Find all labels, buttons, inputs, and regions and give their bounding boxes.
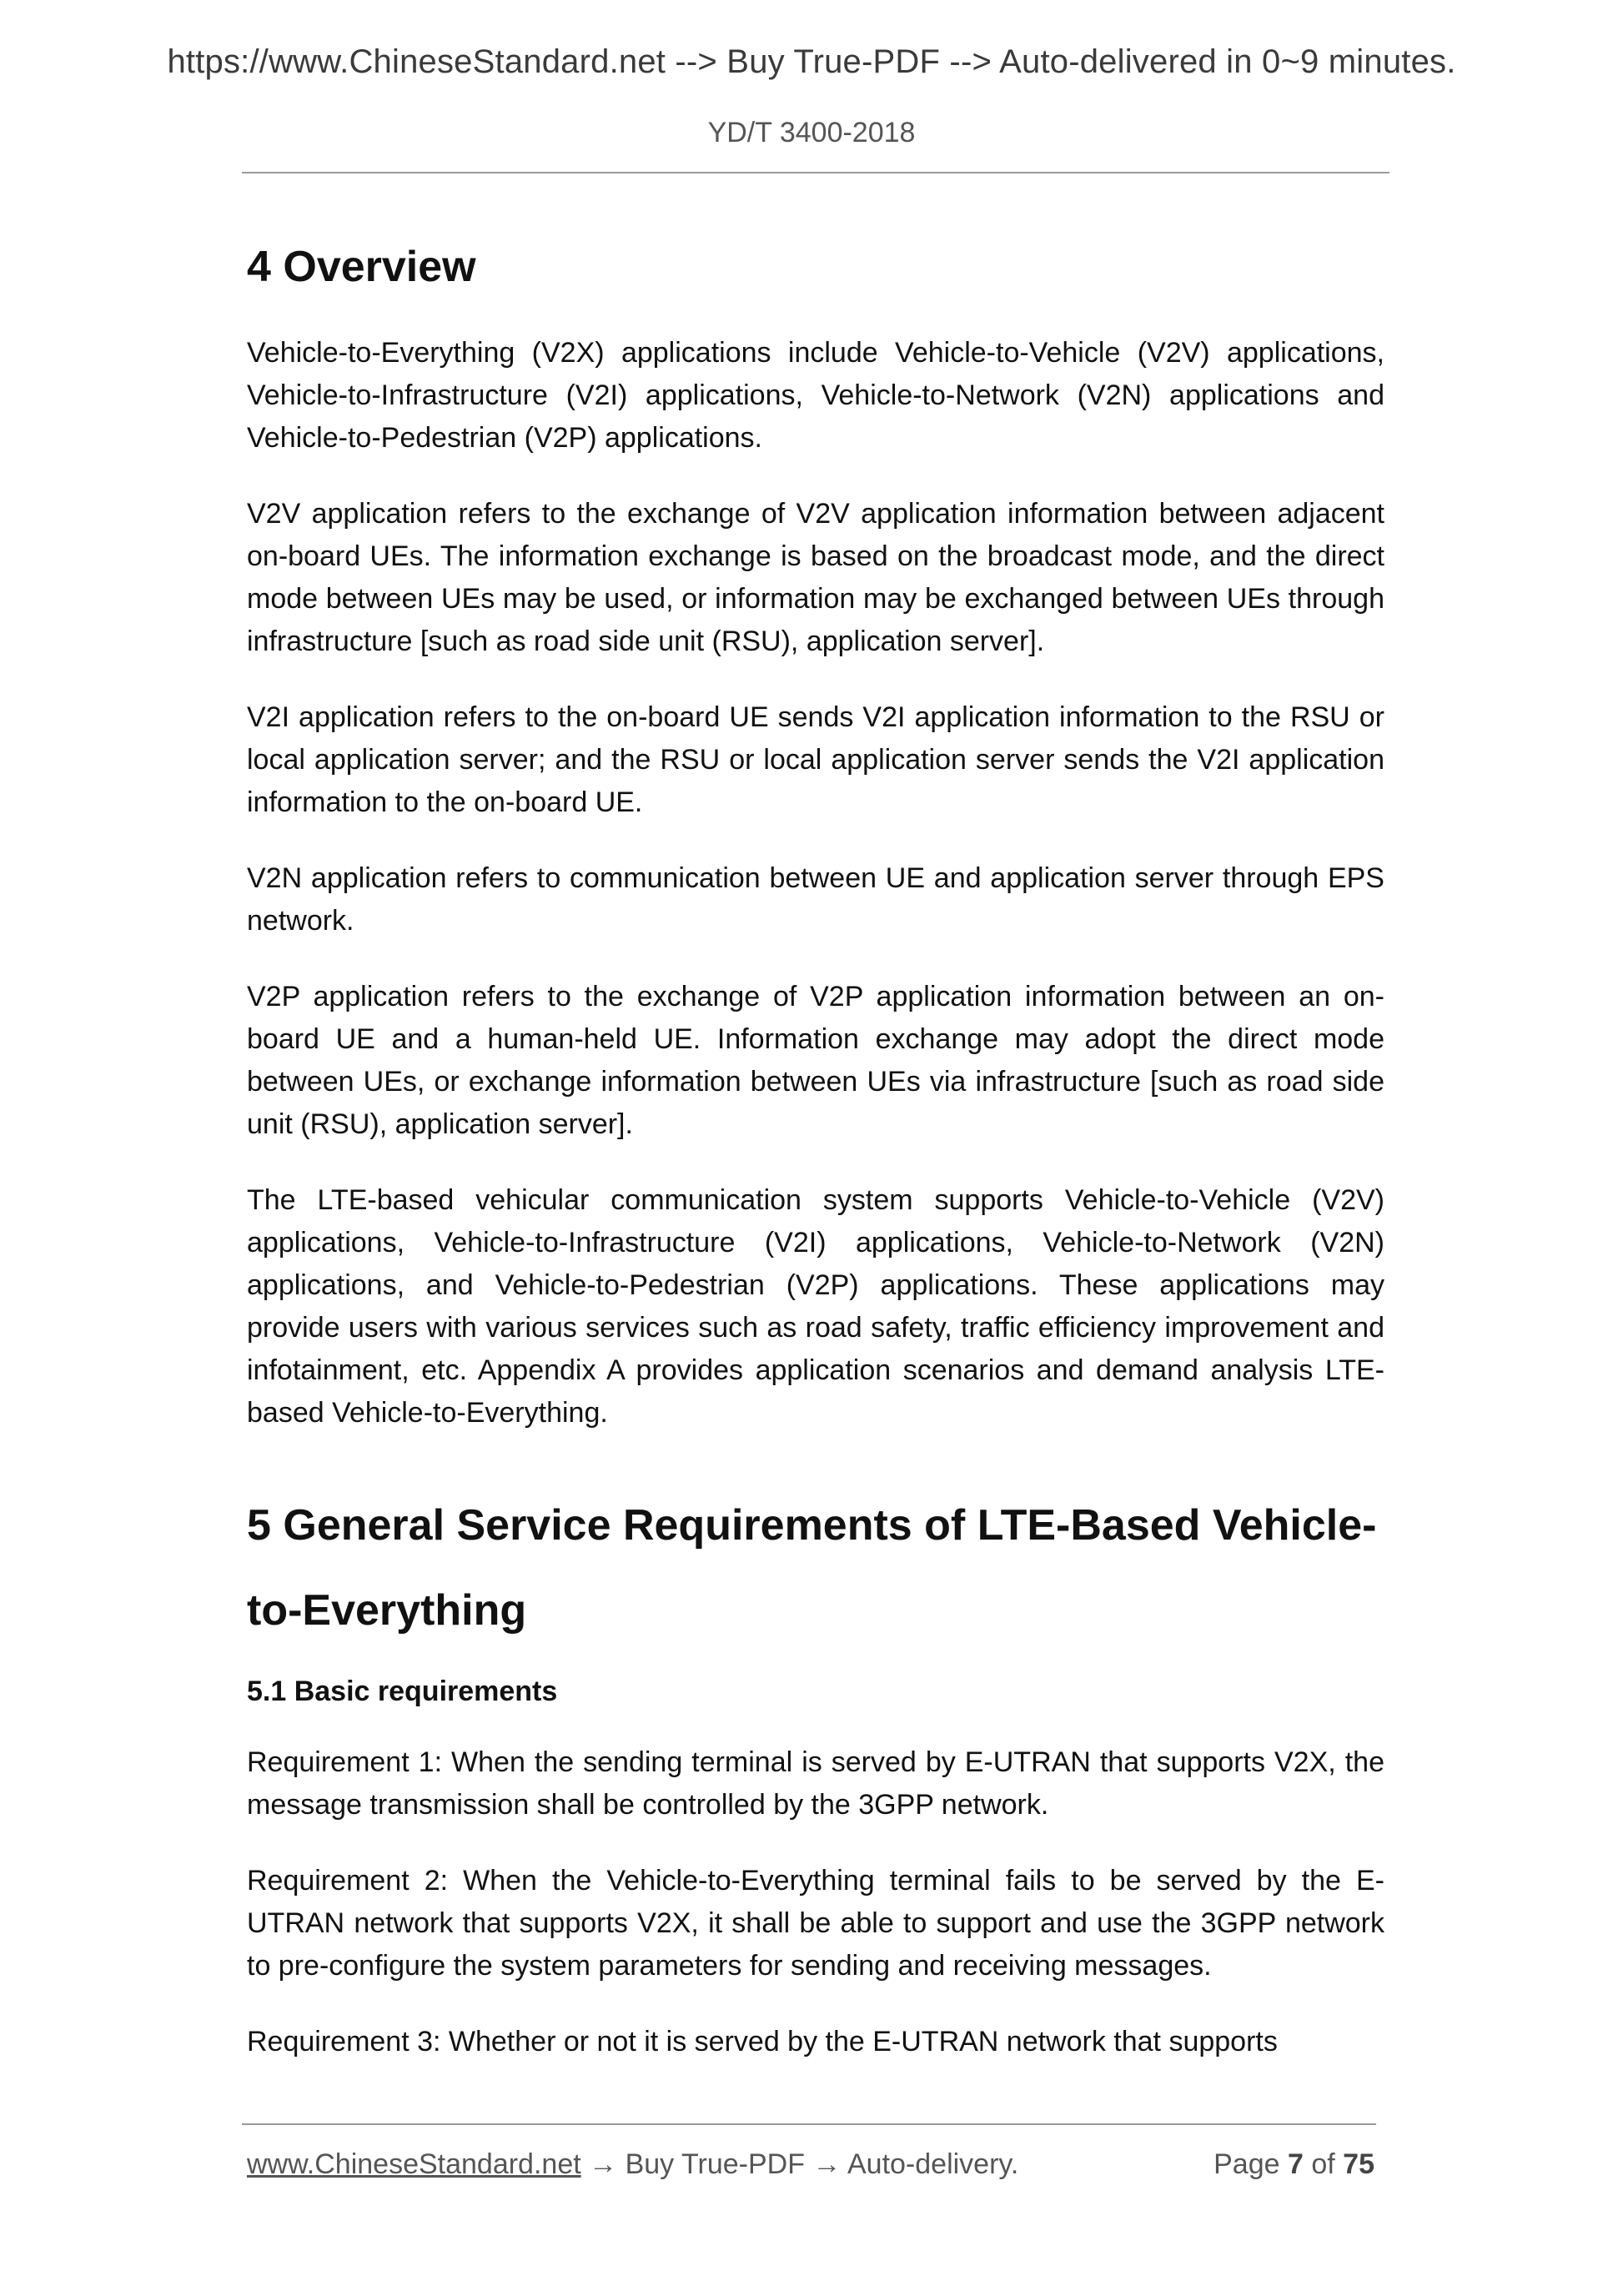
of-label: of	[1311, 2148, 1335, 2180]
page-content	[247, 235, 1384, 2063]
footer-tagline: → Buy True-PDF → Auto-delivery.	[580, 2148, 1019, 2180]
footer-left	[247, 2148, 1018, 2181]
section-5-heading-line-1: 5 General Service Requirements of LTE-Based Vehicle-	[247, 1501, 1377, 1550]
page-number: 7	[1287, 2148, 1304, 2180]
site-link[interactable]: www.ChineseStandard.net	[247, 2148, 581, 2180]
total-pages: 75	[1343, 2148, 1374, 2180]
section-4-heading: 4 Overview	[247, 243, 476, 291]
page-footer	[247, 2148, 1374, 2181]
page-indicator	[1213, 2148, 1374, 2181]
section-5-heading	[247, 1483, 1384, 1653]
requirement-3: Requirement 3: Whether or not it is served by the E-UTRAN network that supports	[247, 2026, 1278, 2057]
overview-paragraph-1: Vehicle-to-Everything (V2X) applications include Vehicle-to-Vehicle (V2V) applications, Vehicle-to-Infrastructure (V2I) applications, Vehicle-to-Network (V2N) applications and Vehicle-to-Pedestrian (V2P) applications.	[247, 337, 1384, 454]
document-code: YD/T 3400-2018	[707, 117, 916, 148]
subsection-5-1-heading: 5.1 Basic requirements	[247, 1676, 558, 1707]
overview-paragraph-5: V2P application refers to the exchange of V2P application information between an on-board UE and a human-held UE. Information exchange may adopt the direct mode between UEs, or exchange information between UEs via infrastructure [such as road side unit (RSU), application server].	[247, 981, 1384, 1140]
overview-paragraph-6: The LTE-based vehicular communication system supports Vehicle-to-Vehicle (V2V) applications, Vehicle-to-Infrastructure (V2I) applications, Vehicle-to-Network (V2N) applications, and Vehicle-to-Pedestrian (V2P) applications. These applications may provide users with various services such as road safety, traffic efficiency improvement and infotainment, etc. Appendix A provides application scenarios and demand analysis LTE-based Vehicle-to-Everything.	[247, 1184, 1384, 1429]
source-banner: https://www.ChineseStandard.net --> Buy True-PDF --> Auto-delivered in 0~9 minutes.	[167, 43, 1456, 80]
overview-paragraph-4: V2N application refers to communication between UE and application server through EPS network.	[247, 862, 1384, 937]
page-label: Page	[1213, 2148, 1280, 2180]
section-5-heading-line-2: to-Everything	[247, 1586, 527, 1635]
requirement-1: Requirement 1: When the sending terminal is served by E-UTRAN that supports V2X, the message transmission shall be controlled by the 3GPP network.	[247, 1746, 1384, 1821]
overview-paragraph-3: V2I application refers to the on-board UE sends V2I application information to the RSU or local application server; and the RSU or local application server sends the V2I application information to the on-board UE.	[247, 701, 1384, 818]
header-divider	[242, 172, 1389, 173]
overview-paragraph-2: V2V application refers to the exchange of V2V application information between adjacent on-board UEs. The information exchange is based on the broadcast mode, and the direct mode between UEs may be used, or information may be exchanged between UEs through infrastructure [such as road side unit (RSU), application server].	[247, 498, 1384, 657]
requirement-2: Requirement 2: When the Vehicle-to-Everything terminal fails to be served by the E-UTRAN network that supports V2X, it shall be able to support and use the 3GPP network to pre-configure the system parameters for sending and receiving messages.	[247, 1865, 1384, 1982]
footer-divider	[242, 2123, 1376, 2125]
